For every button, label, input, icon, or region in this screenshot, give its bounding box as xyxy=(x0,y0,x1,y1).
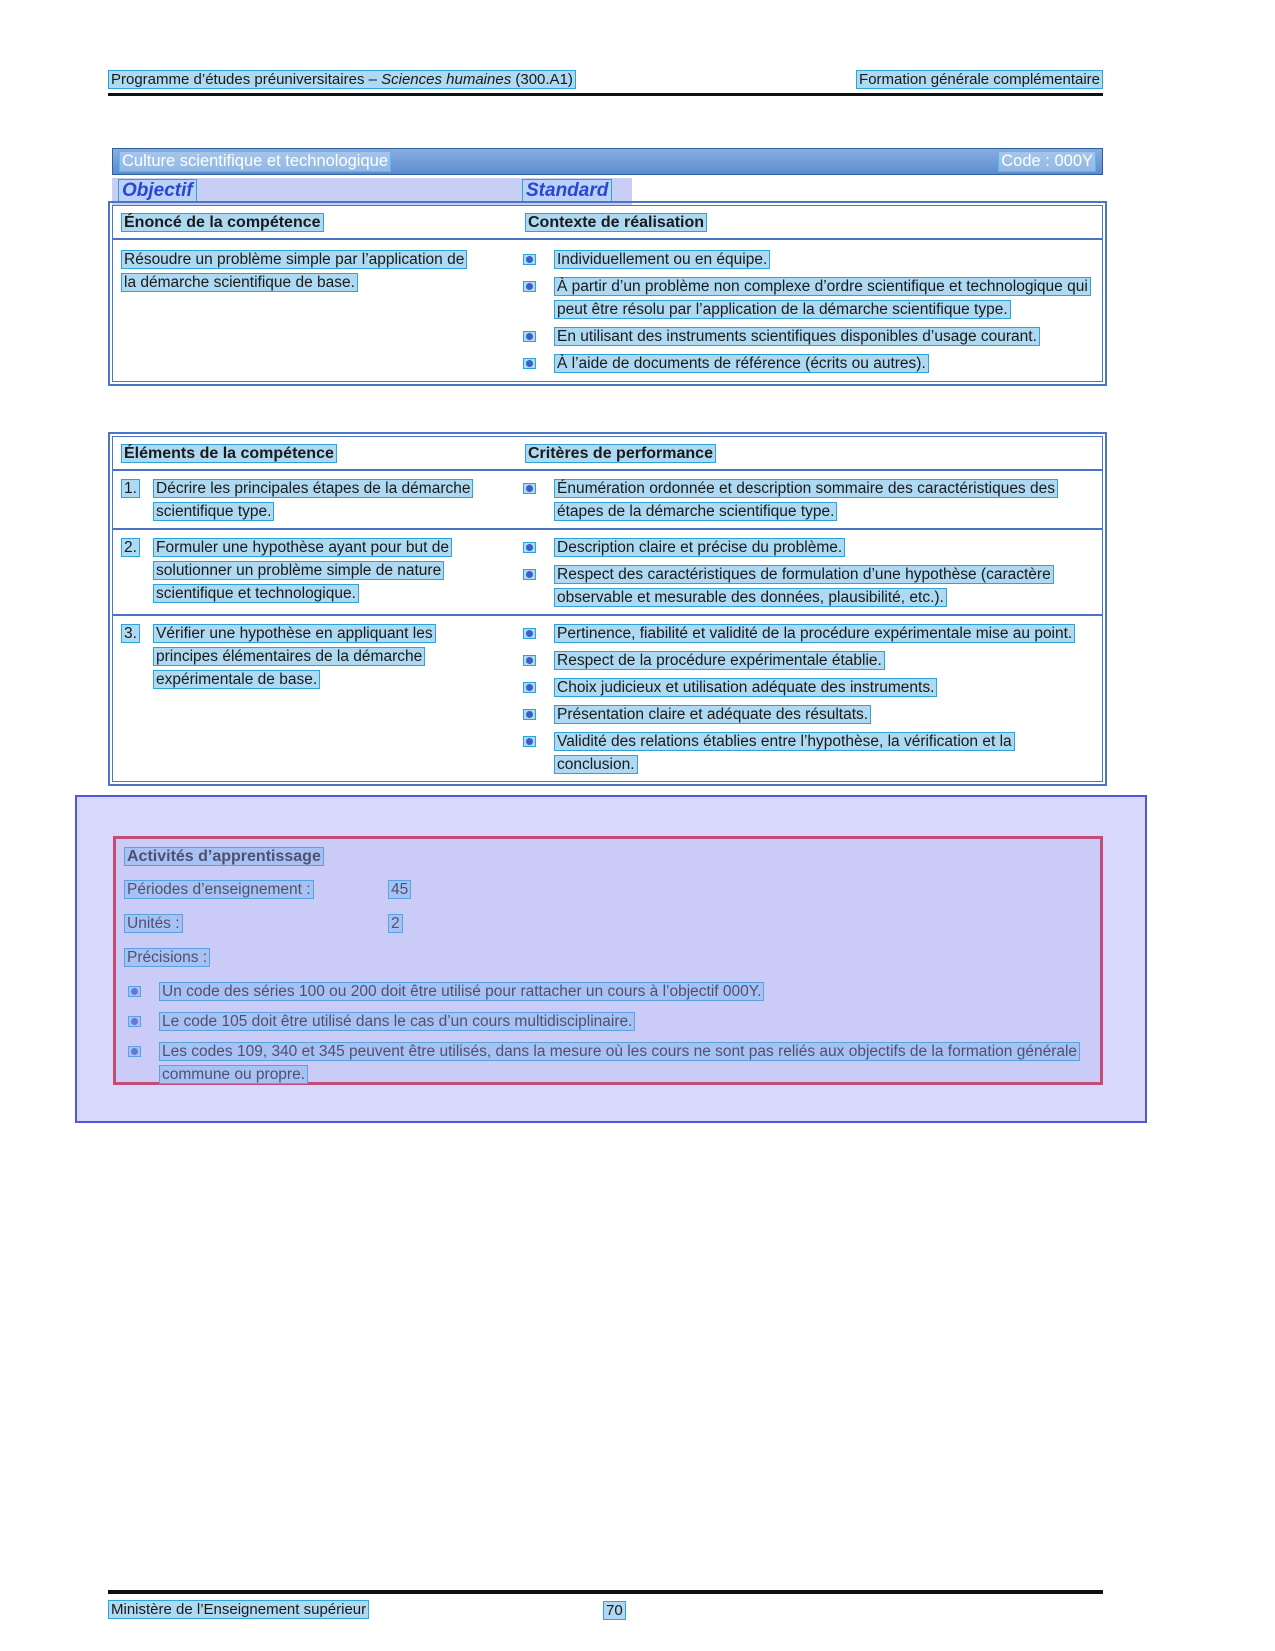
unites-label: Unités : xyxy=(124,914,183,933)
bullet-icon xyxy=(523,655,536,666)
element-text: Décrire les principales étapes de la démarche scientifique type. xyxy=(153,479,473,521)
periodes-label: Périodes d’enseignement : xyxy=(124,880,314,899)
bullet-icon xyxy=(128,1016,141,1027)
competence-context-table xyxy=(112,205,1103,382)
criteria-cell xyxy=(513,477,1102,523)
page-number: 70 xyxy=(603,1601,626,1620)
bullet-dot-icon xyxy=(526,333,533,340)
table2-header-row xyxy=(113,437,1102,471)
bullet-icon xyxy=(128,986,141,997)
course-title: Culture scientifique et technologique xyxy=(119,151,391,172)
criteria-cell xyxy=(513,622,1102,776)
course-code: Code : 000Y xyxy=(998,151,1096,172)
item-number-wrap xyxy=(121,622,153,691)
list-item-text-wrap xyxy=(554,649,1092,672)
list-item xyxy=(513,248,1092,271)
periodes-row xyxy=(124,878,1092,901)
col-header: Contexte de réalisation xyxy=(525,213,707,232)
table1-body-row xyxy=(113,240,1102,381)
list-item-text-wrap xyxy=(554,703,1092,726)
bullet-dot-icon xyxy=(526,485,533,492)
list-item-text: Respect des caractéristiques de formulation d’une hypothèse (caractère observable et mesurable des données, plausibilité, etc.). xyxy=(554,565,1054,607)
list-item xyxy=(513,649,1092,672)
header-right-text: Formation générale complémentaire xyxy=(856,70,1103,89)
bullet-icon xyxy=(523,254,536,265)
list-item xyxy=(513,730,1092,776)
bullet-icon xyxy=(523,358,536,369)
bullet-icon xyxy=(523,331,536,342)
bullet-icon xyxy=(523,281,536,292)
bullet-icon xyxy=(523,736,536,747)
bullet-icon xyxy=(523,542,536,553)
col-header: Éléments de la compétence xyxy=(121,444,337,463)
list-item xyxy=(513,703,1092,726)
element-cell xyxy=(113,622,513,776)
precisions-row xyxy=(124,946,1092,969)
list-item-text: Choix judicieux et utilisation adéquate des instruments. xyxy=(554,678,937,697)
item-number: 3. xyxy=(121,624,140,643)
bullet-icon xyxy=(523,709,536,720)
bullet-dot-icon xyxy=(526,283,533,290)
list-item-text-wrap xyxy=(554,275,1092,321)
item-number-wrap xyxy=(121,536,153,605)
table2-col2-header-cell xyxy=(513,442,1102,465)
unites-value: 2 xyxy=(388,914,403,933)
numbered-item xyxy=(121,477,479,523)
list-item-text: Présentation claire et adéquate des résultats. xyxy=(554,705,871,724)
bullet-dot-icon xyxy=(526,630,533,637)
unites-row xyxy=(124,912,1092,935)
list-item xyxy=(124,980,1092,1003)
list-item-text-wrap xyxy=(554,248,1092,271)
criteria-cell xyxy=(513,536,1102,609)
header-rule xyxy=(108,93,1103,96)
list-item-text-wrap xyxy=(554,563,1092,609)
list-item-text: Validité des relations établies entre l’hypothèse, la vérification et la conclusion. xyxy=(554,732,1015,774)
page-header xyxy=(108,70,1103,89)
contexte-cell xyxy=(513,248,1102,375)
bullet-dot-icon xyxy=(526,711,533,718)
header-left-prefix: Programme d’études préuniversitaires – xyxy=(111,71,382,88)
table1-col1-header-cell xyxy=(113,211,513,234)
list-item xyxy=(513,275,1092,321)
table1-header-row xyxy=(113,206,1102,240)
bullet-dot-icon xyxy=(526,571,533,578)
list-item-text: Respect de la procédure expérimentale établie. xyxy=(554,651,885,670)
element-cell xyxy=(113,536,513,609)
bullet-icon xyxy=(523,483,536,494)
list-item-text-wrap xyxy=(554,477,1092,523)
list-item-text-wrap xyxy=(159,980,1092,1003)
list-item-text-wrap xyxy=(554,730,1092,776)
list-item xyxy=(513,563,1092,609)
objectif-standard-strip xyxy=(112,178,632,205)
standard-heading: Standard xyxy=(522,179,612,203)
list-item xyxy=(513,622,1092,645)
item-number-wrap xyxy=(121,477,153,523)
list-item-text-wrap xyxy=(554,536,1092,559)
bullet-icon xyxy=(128,1046,141,1057)
course-title-bar xyxy=(112,148,1103,175)
table-row xyxy=(113,528,1102,614)
activities-title-row xyxy=(124,845,1092,868)
header-left-suffix: (300.A1) xyxy=(511,71,573,88)
bullet-dot-icon xyxy=(526,657,533,664)
list-item-text-wrap xyxy=(554,325,1092,348)
bullet-dot-icon xyxy=(526,738,533,745)
footer-rule xyxy=(108,1590,1103,1594)
table1-col2-header-cell xyxy=(513,211,1102,234)
element-text-wrap xyxy=(153,622,479,691)
table-row xyxy=(113,614,1102,781)
list-item xyxy=(513,325,1092,348)
activities-box xyxy=(113,836,1103,1085)
list-item xyxy=(513,352,1092,375)
bullet-icon xyxy=(523,628,536,639)
header-left-italic: Sciences humaines xyxy=(381,71,512,88)
element-text-wrap xyxy=(153,477,479,523)
bullet-dot-icon xyxy=(526,360,533,367)
activities-title: Activités d’apprentissage xyxy=(124,847,324,866)
list-item-text: Pertinence, fiabilité et validité de la procédure expérimentale mise au point. xyxy=(554,624,1075,643)
list-item xyxy=(513,536,1092,559)
elements-criteria-table xyxy=(112,436,1103,782)
periodes-value: 45 xyxy=(388,880,411,899)
list-item-text: Énumération ordonnée et description sommaire des caractéristiques des étapes de la démarche scientifique type. xyxy=(554,479,1058,521)
list-item-text-wrap xyxy=(159,1010,1092,1033)
col-header: Critères de performance xyxy=(525,444,716,463)
list-item-text: Description claire et précise du problème. xyxy=(554,538,845,557)
bullet-icon xyxy=(523,682,536,693)
list-item xyxy=(513,676,1092,699)
element-text: Vérifier une hypothèse en appliquant les principes élémentaires de la démarche expérimentale de base. xyxy=(153,624,436,689)
list-item-text: Les codes 109, 340 et 345 peuvent être utilisés, dans la mesure où les cours ne sont pas reliés aux objectifs de la formation générale commune ou propre. xyxy=(159,1042,1080,1084)
unites-label-wrap xyxy=(124,912,388,935)
enonce-cell xyxy=(113,248,513,375)
periodes-label-wrap xyxy=(124,878,388,901)
list-item-text-wrap xyxy=(554,622,1092,645)
footer-text: Ministère de l’Enseignement supérieur xyxy=(108,1600,369,1619)
list-item-text-wrap xyxy=(159,1040,1092,1086)
list-item-text: Un code des séries 100 ou 200 doit être utilisé pour rattacher un cours à l’objectif 000Y. xyxy=(159,982,764,1001)
list-item-text-wrap xyxy=(554,352,1092,375)
precisions-label: Précisions : xyxy=(124,948,210,967)
item-number: 1. xyxy=(121,479,140,498)
enonce-text: Résoudre un problème simple par l’application de la démarche scientifique de base. xyxy=(121,250,467,292)
header-left-text xyxy=(108,70,576,89)
list-item xyxy=(124,1010,1092,1033)
list-item-text: À partir d’un problème non complexe d’ordre scientifique et technologique qui peut être résolu par l’application de la démarche scientifique type. xyxy=(554,277,1091,319)
bullet-dot-icon xyxy=(526,256,533,263)
numbered-item xyxy=(121,622,479,691)
page-footer xyxy=(108,1601,1103,1618)
element-text-wrap xyxy=(153,536,479,605)
element-text: Formuler une hypothèse ayant pour but de solutionner un problème simple de nature scientifique et technologique. xyxy=(153,538,452,603)
bullet-dot-icon xyxy=(131,1048,138,1055)
objectif-heading: Objectif xyxy=(118,179,197,203)
table2-col1-header-cell xyxy=(113,442,513,465)
col-header: Énoncé de la compétence xyxy=(121,213,324,232)
list-item-text: À l’aide de documents de référence (écrits ou autres). xyxy=(554,354,929,373)
numbered-item xyxy=(121,536,479,605)
table-row xyxy=(113,471,1102,528)
bullet-dot-icon xyxy=(131,1018,138,1025)
list-item xyxy=(513,477,1092,523)
bullet-dot-icon xyxy=(131,988,138,995)
element-cell xyxy=(113,477,513,523)
bullet-icon xyxy=(523,569,536,580)
item-number: 2. xyxy=(121,538,140,557)
list-item-text: Individuellement ou en équipe. xyxy=(554,250,770,269)
list-item-text: En utilisant des instruments scientifiques disponibles d’usage courant. xyxy=(554,327,1040,346)
list-item-text-wrap xyxy=(554,676,1092,699)
list-item-text: Le code 105 doit être utilisé dans le cas d’un cours multidisciplinaire. xyxy=(159,1012,635,1031)
list-item xyxy=(124,1040,1092,1086)
bullet-dot-icon xyxy=(526,544,533,551)
bullet-dot-icon xyxy=(526,684,533,691)
